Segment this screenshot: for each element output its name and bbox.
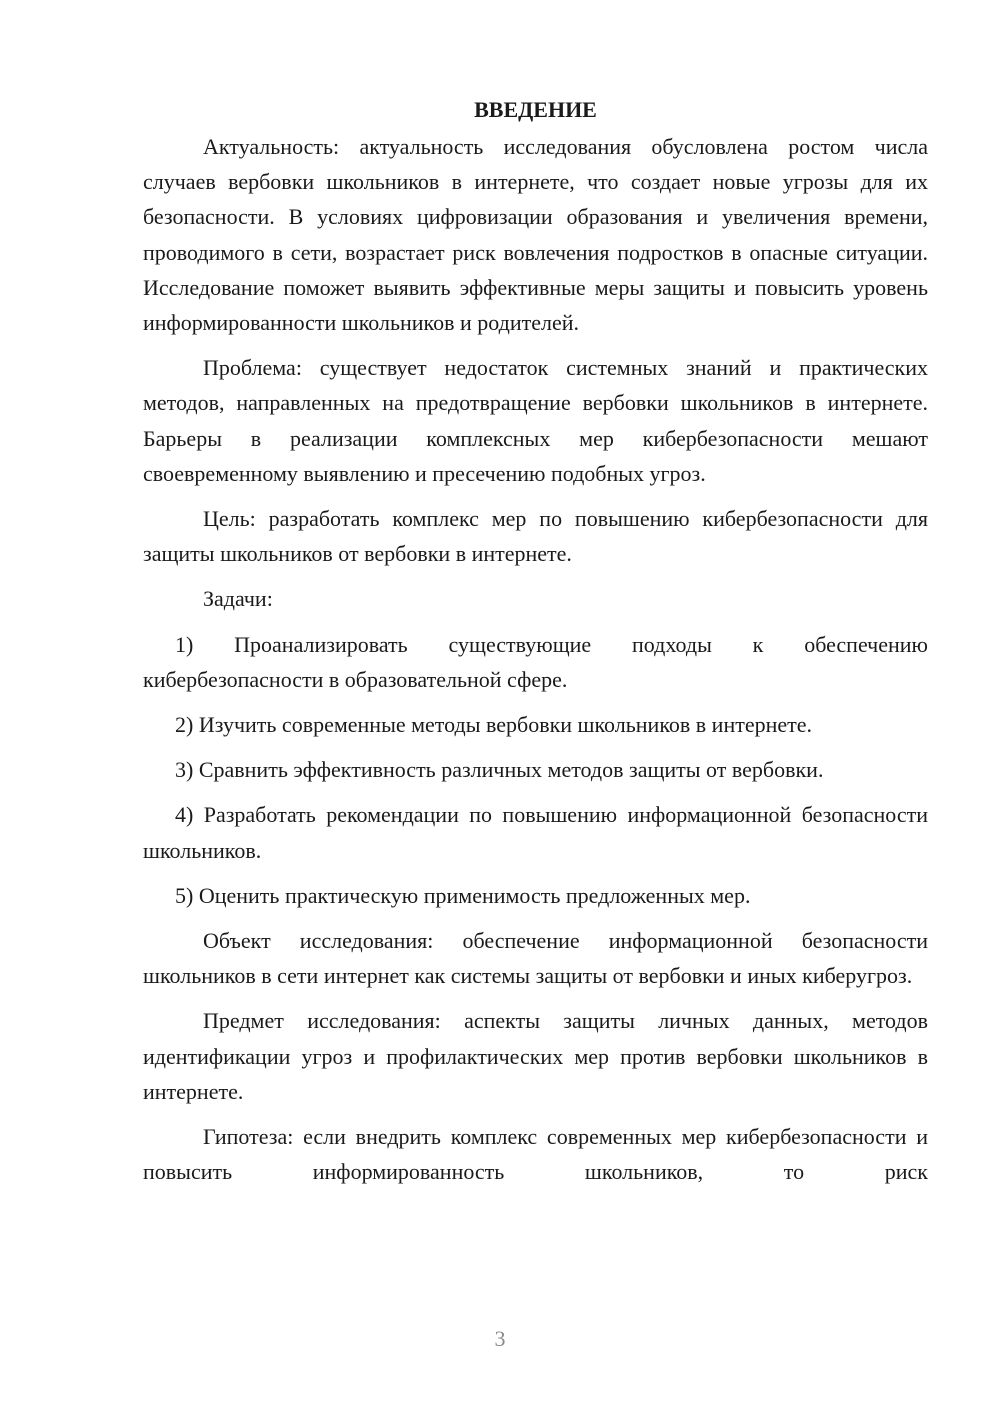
paragraph-goal: Цель: разработать комплекс мер по повышению кибербезопасности для защиты школьников от вербовки в интернете. [143,506,928,567]
section-title: ВВЕДЕНИЕ [474,97,597,122]
page-number: 3 [494,1326,506,1351]
task-item-2: 2) Изучить современные методы вербовки школьников в интернете. [175,712,813,738]
paragraph-problem: Проблема: существует недостаток системных знаний и практических методов, направленных на предотвращение вербовки школьников в интернете. Барьеры в реализации комплексных мер кибербезопасности мешают своевременному выявлению и пресечению подобных угроз. [143,355,928,486]
task-item-5: 5) Оценить практическую применимость предложенных мер. [175,882,751,908]
task-item-3: 3) Сравнить эффективность различных методов защиты от вербовки. [175,757,824,783]
task-item-4: 4) Разработать рекомендации по повышению информационной безопасности школьников. [143,802,928,863]
paragraph-subject: Предмет исследования: аспекты защиты личных данных, методов идентификации угроз и профилактических мер против вербовки школьников в интернете. [143,1008,928,1104]
task-item-1: 1) Проанализировать существующие подходы к обеспечению кибербезопасности в образовательной сфере. [143,631,928,692]
document-page [143,92,928,1199]
paragraph-relevance: Актуальность: актуальность исследования обусловлена ростом числа случаев вербовки школьников в интернете, что создает новые угрозы для их безопасности. В условиях цифровизации образования и увеличения времени, проводимого в сети, возрастает риск вовлечения подростков в опасные ситуации. Исследование поможет выявить эффективные меры защиты и повысить уровень информированности школьников и родителей. [143,134,928,336]
paragraph-hypothesis: Гипотеза: если внедрить комплекс современных мер кибербезопасности и повысить информированность школьников, то риск [143,1124,928,1185]
tasks-heading: Задачи: [203,586,273,612]
paragraph-object: Объект исследования: обеспечение информационной безопасности школьников в сети интернет как системы защиты от вербовки и иных киберугроз. [143,928,928,989]
